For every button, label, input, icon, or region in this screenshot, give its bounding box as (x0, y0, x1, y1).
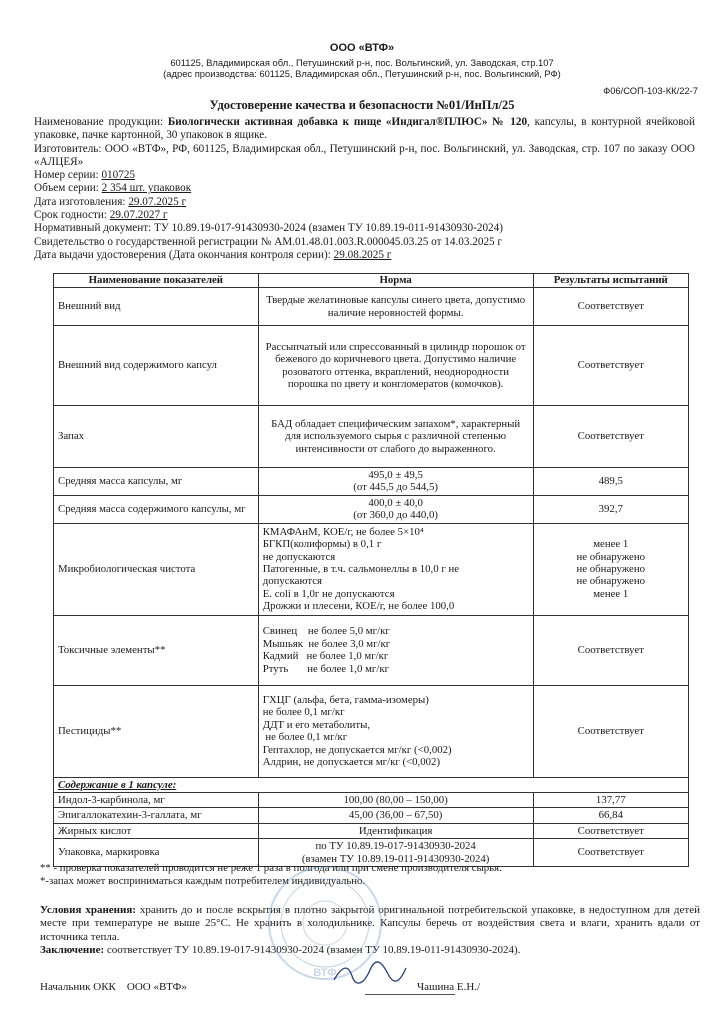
norm-text: Идентификация (258, 823, 533, 838)
norm-line: ГХЦГ (альфа, бета, гамма-изомеры) (262, 693, 429, 706)
header-norm: Норма (258, 274, 533, 288)
series-line (34, 169, 695, 182)
result-value: Соответствует (533, 406, 688, 468)
result-value: Соответствует (533, 823, 688, 838)
norm-value: 495,0 ± 49,5 (368, 469, 423, 481)
norm-line: не более 0,1 мг/кг (262, 706, 345, 719)
result-value: 66,84 (533, 808, 688, 823)
header-result: Результаты испытаний (533, 274, 688, 288)
registration-line: Свидетельство о государственной регистрации № AM.01.48.01.003.R.000045.03.25 от 14.03.2025 г (34, 235, 503, 248)
result-value (533, 523, 688, 615)
indicator-name: Токсичные элементы** (54, 615, 259, 685)
document-title: Удостоверение качества и безопасности №01/ИнПл/25 (209, 98, 515, 112)
norm-text: 100,00 (80,00 – 150,00) (258, 793, 533, 808)
norm-line: Дрожжи и плесени, КОЕ/г, не более 100,0 (262, 600, 455, 613)
norm-text: Рассыпчатый или спрессованный в цилиндр порошок от бежевого до коричневого цвета. Допустимо наличие розоватого оттенка, вкраплений, неоднородности порошка по цвету и конгломератов (комочков). (258, 326, 533, 406)
issue-date-label: Дата выдачи удостоверения (Дата окончания контроля серии): (34, 248, 331, 261)
result-value: 392,7 (533, 495, 688, 523)
norm-line: Свинец не более 5,0 мг/кг (262, 625, 390, 638)
indicator-name: Внешний вид (54, 288, 259, 326)
product-name-line (34, 116, 695, 143)
footnote-double-star: ** - проверка показателей проводится не реже 1 раза в полгода или при смене производителя сырья. (40, 862, 502, 874)
expiry-label: Срок годности: (34, 209, 107, 222)
conclusion-text: соответствует ТУ 10.89.19-017-91430930-2024 (взамен ТУ 10.89.19-011-91430930-2024). (104, 944, 521, 957)
result-line: менее 1 (593, 587, 629, 600)
volume-label: Объем серии: (34, 182, 99, 195)
storage-text: хранить до и после вскрытия в плотно закрытой оригинальной потребительской упаковке, в недоступном для детей месте при температуре не выше 25°С. Не хранить в холодильнике. Капсулы беречь от воздействия света и влаги, хранить вдали от источника тепла. (40, 904, 700, 943)
norm-line: КМАФАнМ, КОЕ/г, не более 5×10⁴ (262, 525, 424, 538)
result-line: не обнаружено (576, 575, 646, 588)
stamp-text: ВТФ (313, 967, 337, 979)
norm-line: (взамен ТУ 10.89.19-011-91430930-2024) (301, 852, 490, 865)
issue-date-line (34, 249, 695, 262)
norm-text (258, 495, 533, 523)
norm-text (258, 468, 533, 496)
norm-line: по ТУ 10.89.19-017-91430930-2024 (315, 840, 476, 853)
indicator-name: Пестициды** (54, 685, 259, 777)
made-date-label: Дата изготовления: (34, 195, 126, 208)
norm-text: 45,00 (36,00 – 67,50) (258, 808, 533, 823)
made-date-value: 29.07.2025 г (128, 195, 187, 208)
form-code: Ф06/СОП-103-КК/22-7 (603, 85, 698, 96)
table-row (54, 468, 689, 496)
product-info (34, 116, 695, 262)
indicator-name: Эпигаллокатехин-3-галлата, мг (54, 808, 259, 823)
norm-value: 400,0 ± 40,0 (368, 496, 423, 509)
company-name: ООО «ВТФ» (329, 42, 395, 54)
indicator-name: Внешний вид содержимого капсул (54, 326, 259, 406)
handwritten-signature (330, 958, 410, 988)
section-row (54, 777, 689, 792)
indicator-name: Средняя масса капсулы, мг (54, 468, 259, 496)
norm-line: ДДТ и его метаболиты, (262, 718, 371, 731)
conclusion-label: Заключение: (40, 944, 105, 957)
storage-label: Условия хранения: (40, 904, 136, 916)
indicator-name: Запах (54, 406, 259, 468)
issue-date-value: 29.08.2025 г (333, 248, 392, 261)
norm-line: Мышьяк не более 3,0 мг/кг (262, 637, 391, 650)
table-row (54, 823, 689, 838)
normative-line: Нормативный документ: ТУ 10.89.19-017-91430930-2024 (взамен ТУ 10.89.19-011-91430930-2024) (34, 222, 503, 235)
norm-range: (от 360,0 до 440,0) (353, 509, 438, 522)
result-value: 489,5 (533, 468, 688, 496)
result-value: Соответствует (533, 685, 688, 777)
signer-position: Начальник ОКК ООО «ВТФ» (40, 981, 187, 993)
signer-name: Чашина Е.Н./ (417, 981, 481, 993)
volume-line (34, 182, 695, 195)
series-label: Номер серии: (34, 169, 99, 182)
table-row (54, 808, 689, 823)
norm-text (258, 685, 533, 777)
indicator-name: Средняя масса содержимого капсулы, мг (54, 495, 259, 523)
section-label: Содержание в 1 капсуле: (54, 777, 689, 792)
table-header-row (54, 274, 689, 288)
volume-value: 2 354 шт. упаковок (101, 182, 192, 195)
signature-icon (330, 958, 410, 988)
norm-line: БГКП(колиформы) в 0,1 г (262, 538, 382, 551)
result-line: не обнаружено (576, 550, 646, 563)
result-line: не обнаружено (576, 562, 646, 575)
manufacturer-line: Изготовитель: ООО «ВТФ», РФ, 601125, Владимирская обл., Петушинский р-н, пос. Вольгинский, ул. Заводская, стр. 107 по заказу ООО «АЛЦЕЯ» (34, 142, 695, 168)
table-row (54, 326, 689, 406)
norm-line: не более 0,1 мг/кг (262, 731, 348, 744)
norm-text (258, 615, 533, 685)
norm-line: E. coli в 1,0г не допускаются (262, 587, 395, 600)
norm-line: Кадмий не более 1,0 мг/кг (262, 650, 389, 663)
product-value: Биологически активная добавка к пище «Индигал®ПЛЮС» № 120 (167, 116, 528, 128)
product-label: Наименование продукции: (34, 116, 164, 128)
test-results-table (53, 273, 689, 867)
series-value: 010725 (101, 169, 135, 182)
company-address: 601125, Владимирская обл., Петушинский р-н, пос. Вольгинский, ул. Заводская, стр.107 (170, 57, 554, 68)
result-line: менее 1 (593, 538, 629, 551)
table-row (54, 495, 689, 523)
indicator-name: Жирных кислот (54, 823, 259, 838)
indicator-name: Индол-3-карбинола, мг (54, 793, 259, 808)
indicator-name: Микробиологическая чистота (54, 523, 259, 615)
expiry-line (34, 209, 695, 222)
table-row (54, 288, 689, 326)
header-indicator: Наименование показателей (54, 274, 259, 288)
result-value: Соответствует (533, 288, 688, 326)
norm-text (258, 523, 533, 615)
norm-text: Твердые желатиновые капсулы синего цвета, допустимо наличие неровностей формы. (258, 288, 533, 326)
footnote-star: *-запах может восприниматься каждым потребителем индивидуально. (40, 875, 366, 888)
result-value: 137,77 (533, 793, 688, 808)
table-row (54, 793, 689, 808)
made-date-line (34, 196, 695, 209)
table-row (54, 615, 689, 685)
table-row (54, 685, 689, 777)
result-value: Соответствует (533, 615, 688, 685)
norm-text: БАД обладает специфическим запахом*, характерный для используемого сырья с различной степенью интенсивности от слабого до выраженного. (258, 406, 533, 468)
norm-line: допускаются (262, 575, 322, 588)
norm-line: не допускаются (262, 550, 336, 563)
norm-line: Алдрин, не допускается мг/кг (<0,002) (262, 755, 441, 768)
table-row (54, 406, 689, 468)
norm-line: Патогенные, в т.ч. сальмонеллы в 10,0 г не (262, 562, 460, 575)
result-value: Соответствует (533, 839, 688, 867)
norm-line: Ртуть не более 1,0 мг/кг (262, 662, 390, 675)
expiry-value: 29.07.2027 г (109, 209, 168, 222)
indicator-name: Упаковка, маркировка (54, 839, 259, 867)
norm-range: (от 445,5 до 544,5) (353, 481, 438, 494)
table-row (54, 523, 689, 615)
product-tail: , капсулы, в контурной ячейковой упаковке, пачке картонной, 30 упаковок в ящике. (34, 116, 696, 142)
result-value: Соответствует (533, 326, 688, 406)
norm-line: Гептахлор, не допускается мг/кг (<0,002) (262, 743, 452, 756)
production-address: (адрес производства: 601125, Владимирская обл., Петушинский р-н, пос. Вольгинский, РФ) (163, 68, 561, 79)
